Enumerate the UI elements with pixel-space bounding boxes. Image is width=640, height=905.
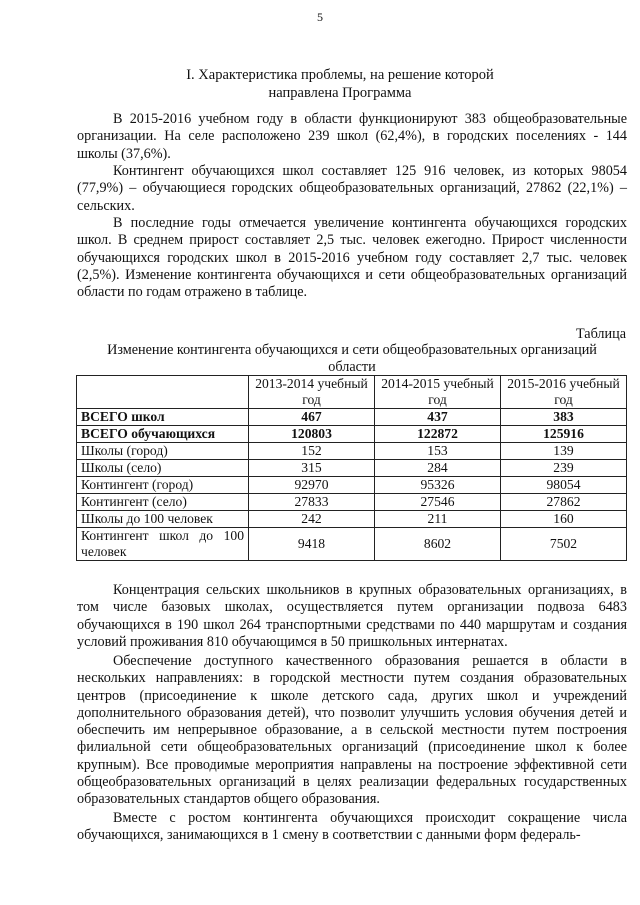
paragraph-rural-concentration: Концентрация сельских школьников в крупных образовательных организациях, в том числе базовых школах, осуществляется путем организации подвоза 6483 обучающихся в 190 школ 264 транспортными средствами по 440 маршрутам и создания условий проживания 810 обучающимся в 50 пришкольных интернатах.: [77, 582, 627, 650]
row-label: Школы (город): [77, 443, 249, 460]
table-row: [77, 494, 627, 511]
cell-value: 92970: [249, 477, 375, 494]
cell-value: 27546: [375, 494, 501, 511]
table-header-2013: 2013-2014 учебный год: [249, 376, 375, 409]
table-row: [77, 409, 627, 426]
row-label: Школы до 100 человек: [77, 511, 249, 528]
cell-value: 120803: [249, 426, 375, 443]
section-title: [150, 66, 530, 102]
cell-value: 315: [249, 460, 375, 477]
paragraph-schools-count: В 2015-2016 учебном году в области функционируют 383 общеобразовательные организации. На селе расположено 239 школ (62,4%), в городских поселениях - 144 школы (37,6%).: [77, 111, 627, 162]
paragraph-shift-reduction: Вместе с ростом контингента обучающихся происходит сокращение числа обучающихся, занимающихся в 1 смену в соответствии с данными форм федераль-: [77, 810, 627, 844]
row-label: ВСЕГО школ: [77, 409, 249, 426]
cell-value: 152: [249, 443, 375, 460]
cell-value: 98054: [501, 477, 627, 494]
cell-value: 383: [501, 409, 627, 426]
cell-value: 8602: [375, 528, 501, 561]
statistics-table: [76, 375, 627, 561]
table-row: [77, 460, 627, 477]
cell-value: 160: [501, 511, 627, 528]
paragraph-growth: В последние годы отмечается увеличение контингента обучающихся городских школ. В среднем прирост составляет 2,5 тыс. человек ежегодно. Прирост численности обучающихся городских школ в 2015-2016 учебном году составляет 2,7 тыс. человек (2,5%). Изменение контингента обучающихся и сети общеобразовательных организаций области по годам отражено в таблице.: [77, 215, 627, 301]
row-label: ВСЕГО обучающихся: [77, 426, 249, 443]
table-caption: Изменение контингента обучающихся и сети общеобразовательных организаций области: [107, 342, 597, 375]
table-row: [77, 477, 627, 494]
table-label: Таблица: [575, 326, 626, 342]
row-label: Контингент (город): [77, 477, 249, 494]
table-row: [77, 511, 627, 528]
cell-value: 7502: [501, 528, 627, 561]
table-row: [77, 528, 627, 561]
cell-value: 139: [501, 443, 627, 460]
cell-value: 437: [375, 409, 501, 426]
row-label: Школы (село): [77, 460, 249, 477]
cell-value: 284: [375, 460, 501, 477]
cell-value: 9418: [249, 528, 375, 561]
cell-value: 122872: [375, 426, 501, 443]
cell-value: 467: [249, 409, 375, 426]
row-label: Контингент школ до 100 человек: [77, 528, 249, 561]
table-header-empty: [77, 376, 249, 409]
table-header-2014: 2014-2015 учебный год: [375, 376, 501, 409]
paragraph-quality-education: Обеспечение доступного качественного образования решается в области в нескольких направлениях: в городской местности путем создания образовательных центров (присоединение к школе детского сада, других школ и учреждений дополнительного образования детей), что позволит улучшить условия обучения детей и обеспечить им непрерывное образование, а в сельской местности путем построения филиальной сети общеобразовательных организаций (присоединение школ к более крупным). Все проводимые мероприятия направлены на построение эффективной сети общеобразовательных организаций в целях реализации федеральных государственных образовательных стандартов общего образования.: [77, 653, 627, 808]
table-row: [77, 443, 627, 460]
cell-value: 211: [375, 511, 501, 528]
row-label: Контингент (село): [77, 494, 249, 511]
cell-value: 27862: [501, 494, 627, 511]
table-row: [77, 426, 627, 443]
cell-value: 125916: [501, 426, 627, 443]
cell-value: 239: [501, 460, 627, 477]
page-number: 5: [317, 10, 323, 24]
paragraph-contingent: Контингент обучающихся школ составляет 125 916 человек, из которых 98054 (77,9%) – обучающиеся городских общеобразовательных организаций, 27862 (22,1%) – сельских.: [77, 163, 627, 214]
cell-value: 27833: [249, 494, 375, 511]
table-header-2015: 2015-2016 учебный год: [501, 376, 627, 409]
cell-value: 153: [375, 443, 501, 460]
cell-value: 242: [249, 511, 375, 528]
section-title-line-1: I. Характеристика проблемы, на решение которой: [186, 67, 494, 83]
section-title-line-2: направлена Программа: [268, 85, 412, 101]
table-header-row: [77, 376, 627, 409]
cell-value: 95326: [375, 477, 501, 494]
